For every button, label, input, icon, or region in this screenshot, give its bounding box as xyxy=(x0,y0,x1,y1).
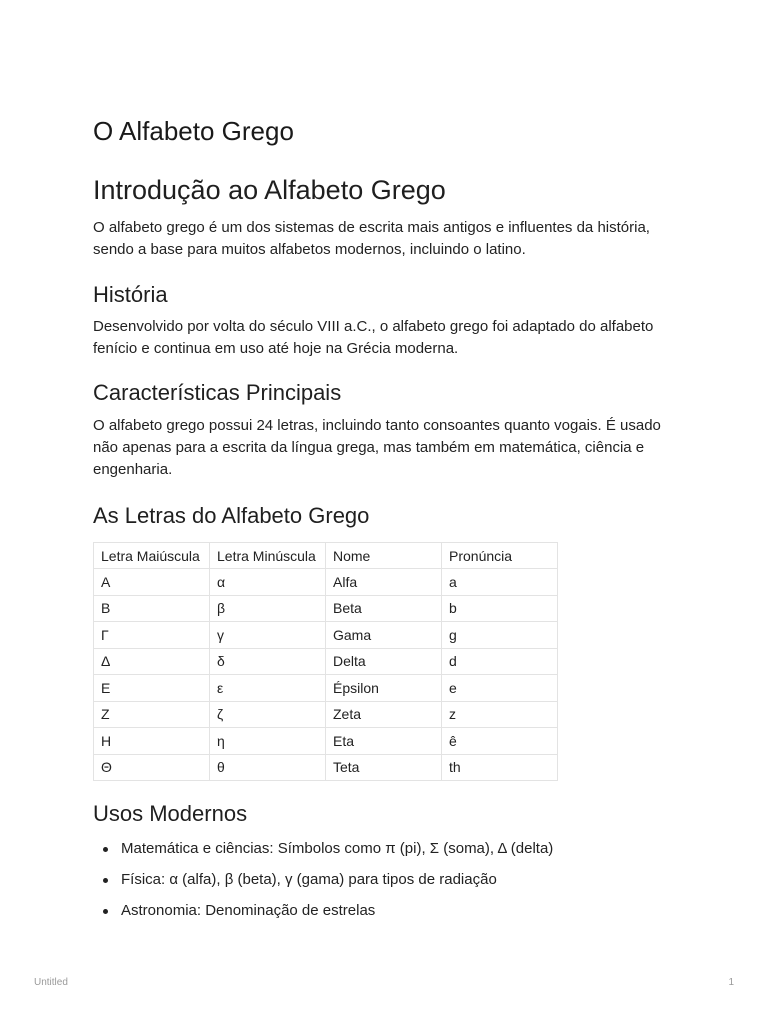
table-cell: γ xyxy=(210,622,326,649)
list-item: Astronomia: Denominação de estrelas xyxy=(93,900,553,931)
table-cell: Γ xyxy=(94,622,210,649)
table-cell: β xyxy=(210,595,326,622)
table-row xyxy=(94,701,558,728)
table-cell: Teta xyxy=(326,754,442,781)
table-cell: Ζ xyxy=(94,701,210,728)
list-item: Matemática e ciências: Símbolos como π (pi), Σ (soma), Δ (delta) xyxy=(93,838,553,869)
uses-list xyxy=(93,838,553,931)
history-heading: História xyxy=(93,282,168,307)
greek-letters-table xyxy=(93,542,558,781)
intro-heading: Introdução ao Alfabeto Grego xyxy=(93,175,446,205)
table-cell: Eta xyxy=(326,728,442,755)
table-cell: Beta xyxy=(326,595,442,622)
table-header-row xyxy=(94,543,558,569)
table-header-cell: Pronúncia xyxy=(442,543,558,569)
footer-page-number: 1 xyxy=(728,977,734,988)
table-cell: ζ xyxy=(210,701,326,728)
table-cell: ε xyxy=(210,675,326,702)
footer-document-name: Untitled xyxy=(34,977,68,988)
uses-heading: Usos Modernos xyxy=(93,801,248,826)
table-cell: d xyxy=(442,648,558,675)
table-cell: Gama xyxy=(326,622,442,649)
table-cell: e xyxy=(442,675,558,702)
table-cell: th xyxy=(442,754,558,781)
table-cell: g xyxy=(442,622,558,649)
table-row xyxy=(94,728,558,755)
table-cell: Α xyxy=(94,569,210,596)
letters-heading: As Letras do Alfabeto Grego xyxy=(93,503,370,528)
table-cell: ê xyxy=(442,728,558,755)
table-cell: Η xyxy=(94,728,210,755)
table-header-cell: Letra Minúscula xyxy=(210,543,326,569)
table-header-cell: Nome xyxy=(326,543,442,569)
table-header-cell: Letra Maiúscula xyxy=(94,543,210,569)
document-title: O Alfabeto Grego xyxy=(93,116,294,146)
table-cell: Δ xyxy=(94,648,210,675)
list-item: Física: α (alfa), β (beta), γ (gama) para tipos de radiação xyxy=(93,869,553,900)
table-cell: η xyxy=(210,728,326,755)
table-cell: Zeta xyxy=(326,701,442,728)
table-cell: z xyxy=(442,701,558,728)
table-cell: a xyxy=(442,569,558,596)
table-row xyxy=(94,622,558,649)
intro-paragraph: O alfabeto grego é um dos sistemas de escrita mais antigos e influentes da história, sendo a base para muitos alfabetos modernos, incluindo o latino. xyxy=(93,219,650,258)
table-cell: Delta xyxy=(326,648,442,675)
table-row xyxy=(94,648,558,675)
table-cell: Ε xyxy=(94,675,210,702)
table-cell: b xyxy=(442,595,558,622)
table-cell: α xyxy=(210,569,326,596)
table-cell: δ xyxy=(210,648,326,675)
table-row xyxy=(94,595,558,622)
table-cell: θ xyxy=(210,754,326,781)
table-cell: Β xyxy=(94,595,210,622)
features-heading: Características Principais xyxy=(93,380,342,405)
table-row xyxy=(94,754,558,781)
history-paragraph: Desenvolvido por volta do século VIII a.C., o alfabeto grego foi adaptado do alfabeto fenício e continua em uso até hoje na Grécia moderna. xyxy=(93,318,654,357)
table-cell: Épsilon xyxy=(326,675,442,702)
table-cell: Θ xyxy=(94,754,210,781)
features-paragraph: O alfabeto grego possui 24 letras, incluindo tanto consoantes quanto vogais. É usado não apenas para a escrita da língua grega, mas também em matemática, ciência e engenharia. xyxy=(93,417,661,478)
table-row xyxy=(94,569,558,596)
table-cell: Alfa xyxy=(326,569,442,596)
table-row xyxy=(94,675,558,702)
